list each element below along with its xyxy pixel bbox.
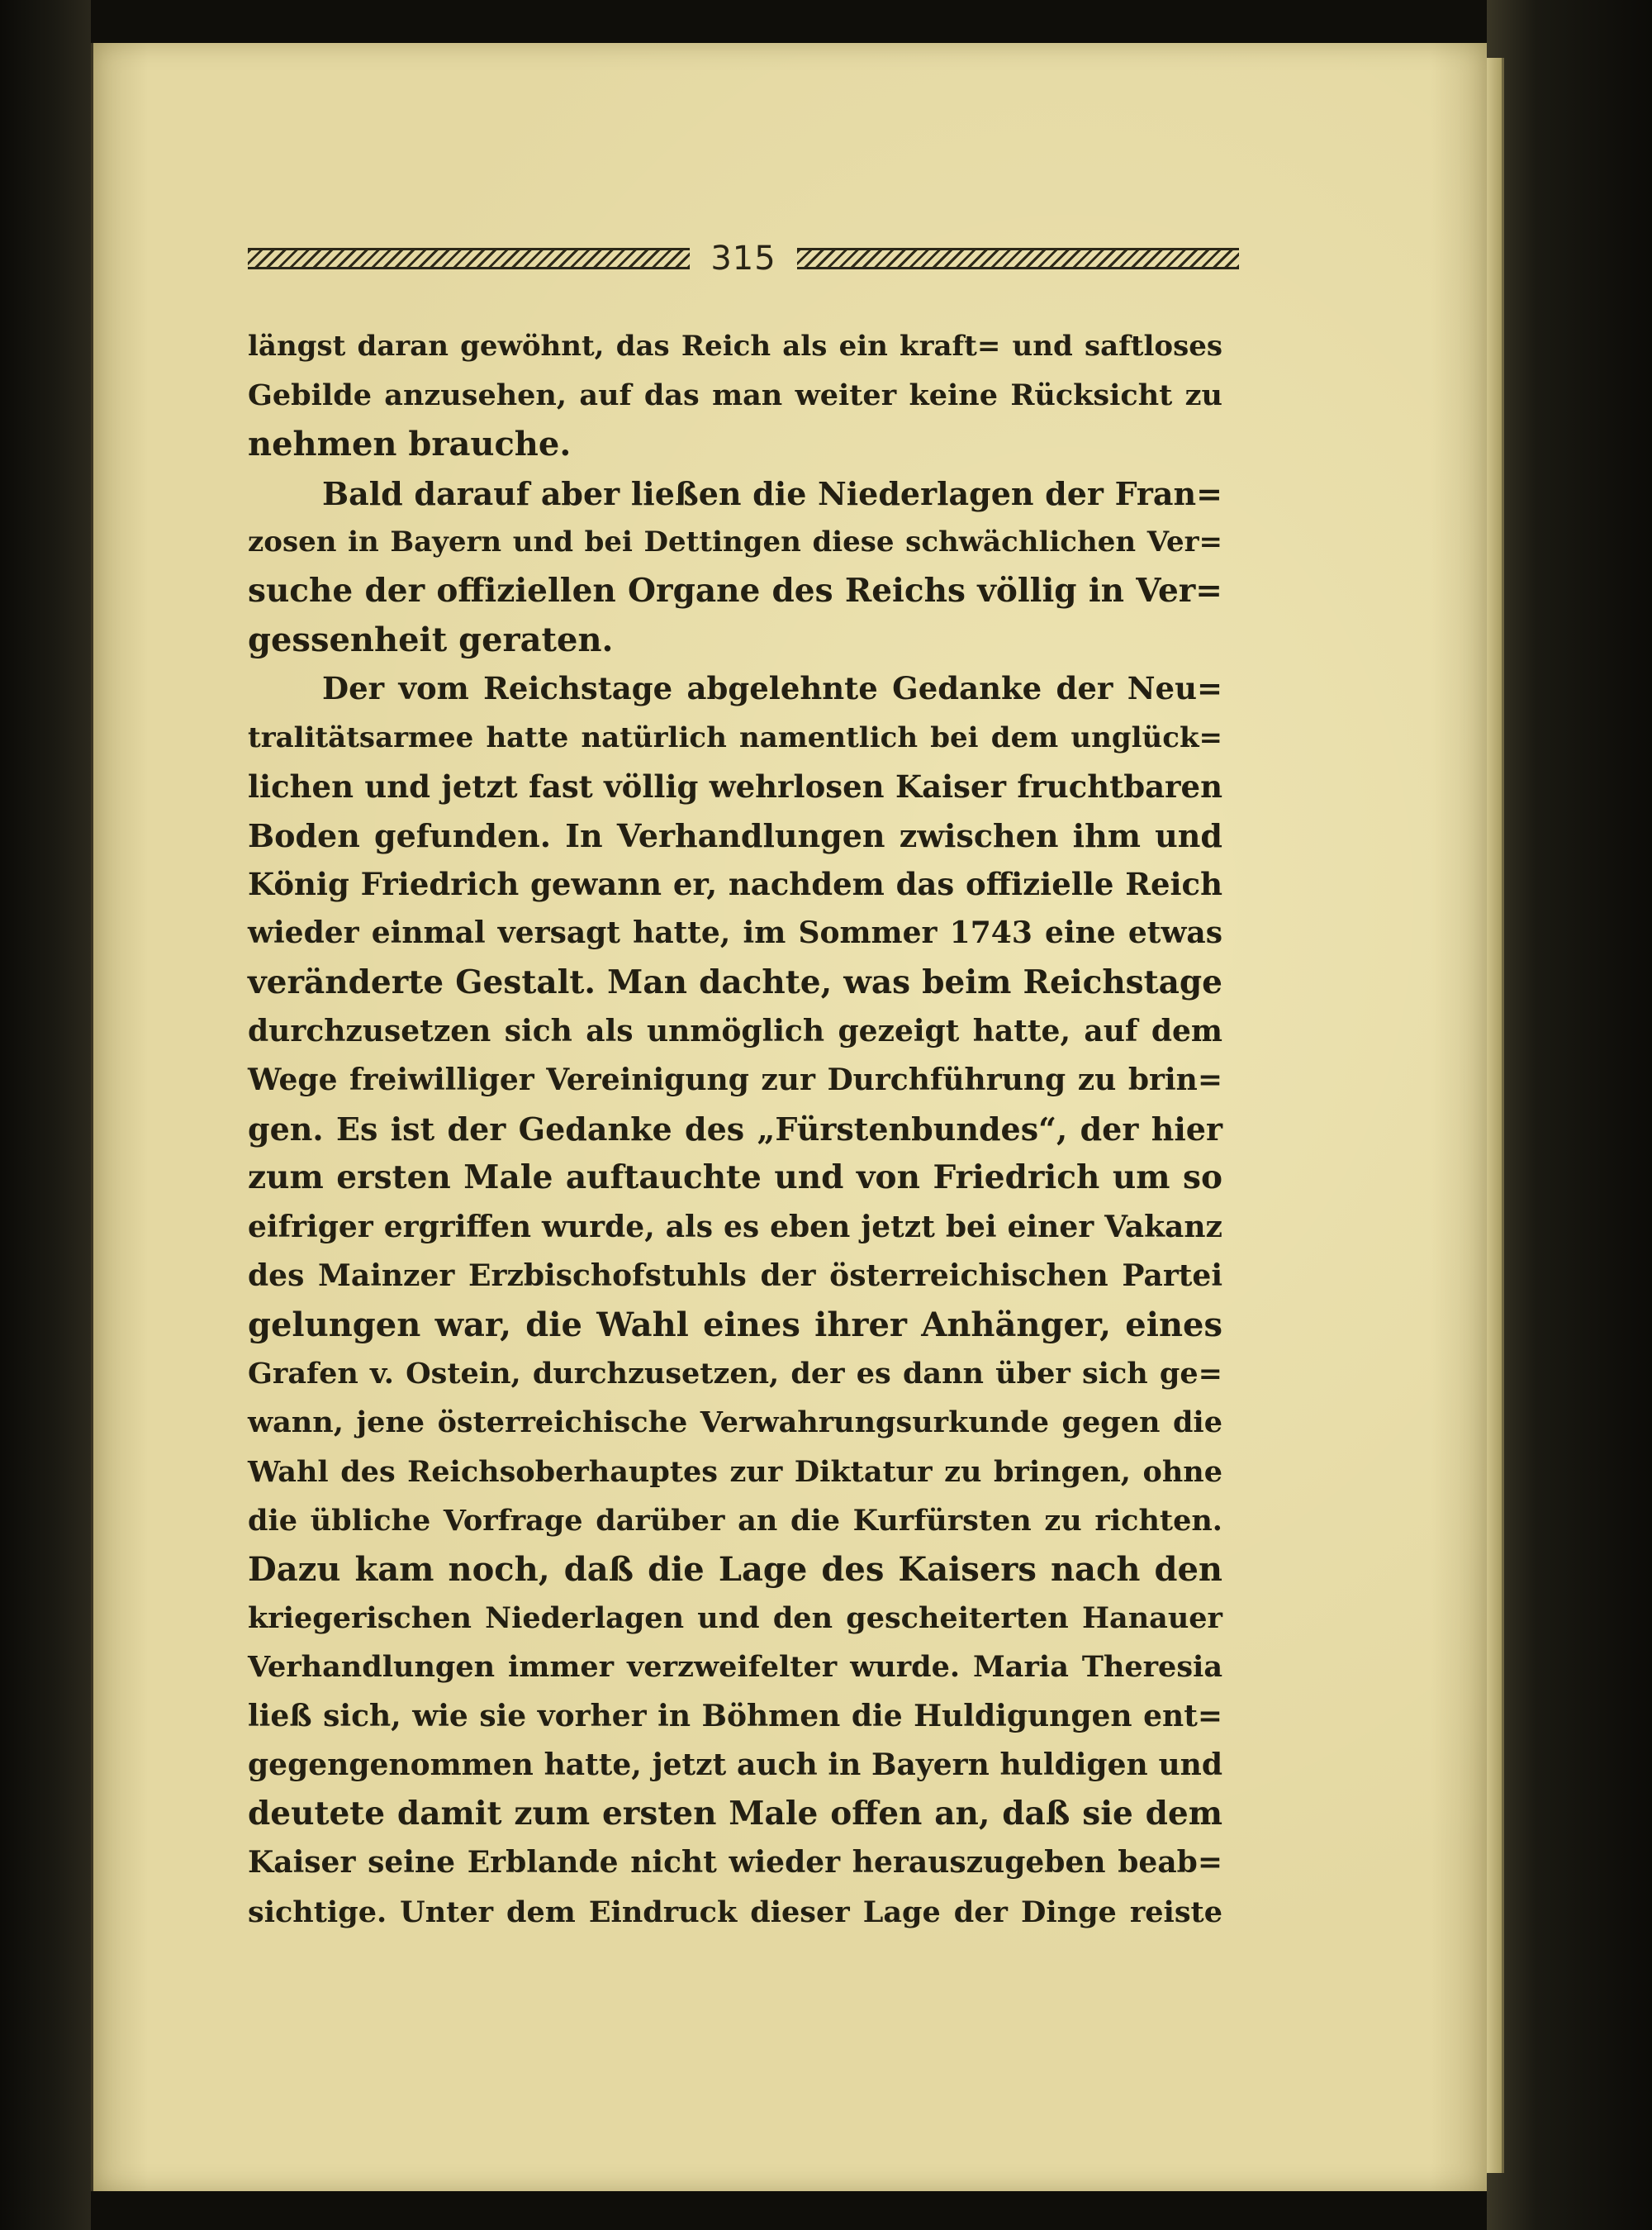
text-line: deutete damit zum ersten Male offen an, daß sie dem (248, 1795, 1222, 1833)
text-line: zosen in Bayern und bei Dettingen diese schwächlichen Ver= (248, 525, 1222, 559)
text-line: gessenheit geraten. (248, 621, 614, 660)
text-line: des Mainzer Erzbischofstuhls der österreichischen Partei (248, 1258, 1222, 1293)
book-cover-left (0, 0, 91, 2230)
text-line: gelungen war, die Wahl eines ihrer Anhänger, eines (248, 1305, 1222, 1345)
text-line: Wahl des Reichsoberhauptes zur Diktatur zu bringen, ohne (248, 1454, 1222, 1489)
text-line: eifriger ergriffen wurde, als es eben jetzt bei einer Vakanz (248, 1209, 1222, 1244)
text-line: Dazu kam noch, daß die Lage des Kaisers nach den (248, 1550, 1222, 1590)
text-line: nehmen brauche. (248, 425, 572, 464)
paragraph (248, 322, 1222, 469)
book-cover-right (1487, 0, 1652, 2230)
text-line: Kaiser seine Erblande nicht wieder herauszugeben beab= (248, 1845, 1222, 1881)
text-line: gen. Es ist der Gedanke des „Fürstenbundes“, der hier (248, 1110, 1222, 1148)
text-line: gegengenommen hatte, jetzt auch in Bayern huldigen und (248, 1747, 1222, 1782)
text-line: wieder einmal versagt hatte, im Sommer 1743 eine etwas (248, 915, 1222, 951)
text-line: tralitätsarmee hatte natürlich namentlich bei dem unglück= (248, 720, 1222, 754)
text-line: die übliche Vorfrage darüber an die Kurfürsten zu richten. (248, 1503, 1222, 1538)
text-line: ließ sich, wie sie vorher in Böhmen die Huldigungen ent= (248, 1698, 1222, 1733)
text-line: Bald darauf aber ließen die Niederlagen der Fran= (322, 474, 1222, 512)
text-line: Gebilde anzusehen, auf das man weiter keine Rücksicht zu (248, 378, 1222, 413)
paragraph (248, 469, 1222, 665)
text-line: suche der offiziellen Organe des Reichs völlig in Ver= (248, 572, 1222, 611)
text-line: Verhandlungen immer verzweifelter wurde. Maria Theresia (248, 1650, 1222, 1685)
text-line: Boden gefunden. In Verhandlungen zwischen ihm und (248, 817, 1222, 855)
text-line: Wege freiwilliger Vereinigung zur Durchführung zu brin= (248, 1063, 1222, 1098)
header-ornament-right (797, 248, 1239, 269)
text-line: König Friedrich gewann er, nachdem das offizielle Reich (248, 866, 1222, 903)
text-line: wann, jene österreichische Verwahrungsurkunde gegen die (248, 1405, 1222, 1440)
scan-border-top (0, 0, 1652, 50)
text-line: längst daran gewöhnt, das Reich als ein kraft= und saftloses (248, 330, 1222, 363)
page-number: 315 (710, 240, 776, 278)
page-header (248, 238, 1239, 279)
text-line: zum ersten Male auftauchte und von Friedrich um so (248, 1158, 1222, 1197)
text-line: Grafen v. Ostein, durchzusetzen, der es dann über sich ge= (248, 1357, 1222, 1391)
text-line: Der vom Reichstage abgelehnte Gedanke der Neu= (322, 670, 1222, 707)
page-edge (1487, 58, 1504, 2173)
text-line: lichen und jetzt fast völlig wehrlosen Kaiser fruchtbaren (248, 768, 1222, 805)
paragraph (248, 664, 1222, 1936)
header-ornament-left (248, 248, 690, 269)
text-line: durchzusetzen sich als unmöglich gezeigt hatte, auf dem (248, 1013, 1222, 1048)
text-line: veränderte Gestalt. Man dachte, was beim Reichstage (248, 963, 1222, 1001)
binding-line (91, 43, 93, 2191)
text-line: kriegerischen Niederlagen und den gescheiterten Hanauer (248, 1601, 1222, 1636)
text-line: sichtige. Unter dem Eindruck dieser Lage der Dinge reiste (248, 1895, 1222, 1929)
body-text (248, 322, 1222, 1937)
